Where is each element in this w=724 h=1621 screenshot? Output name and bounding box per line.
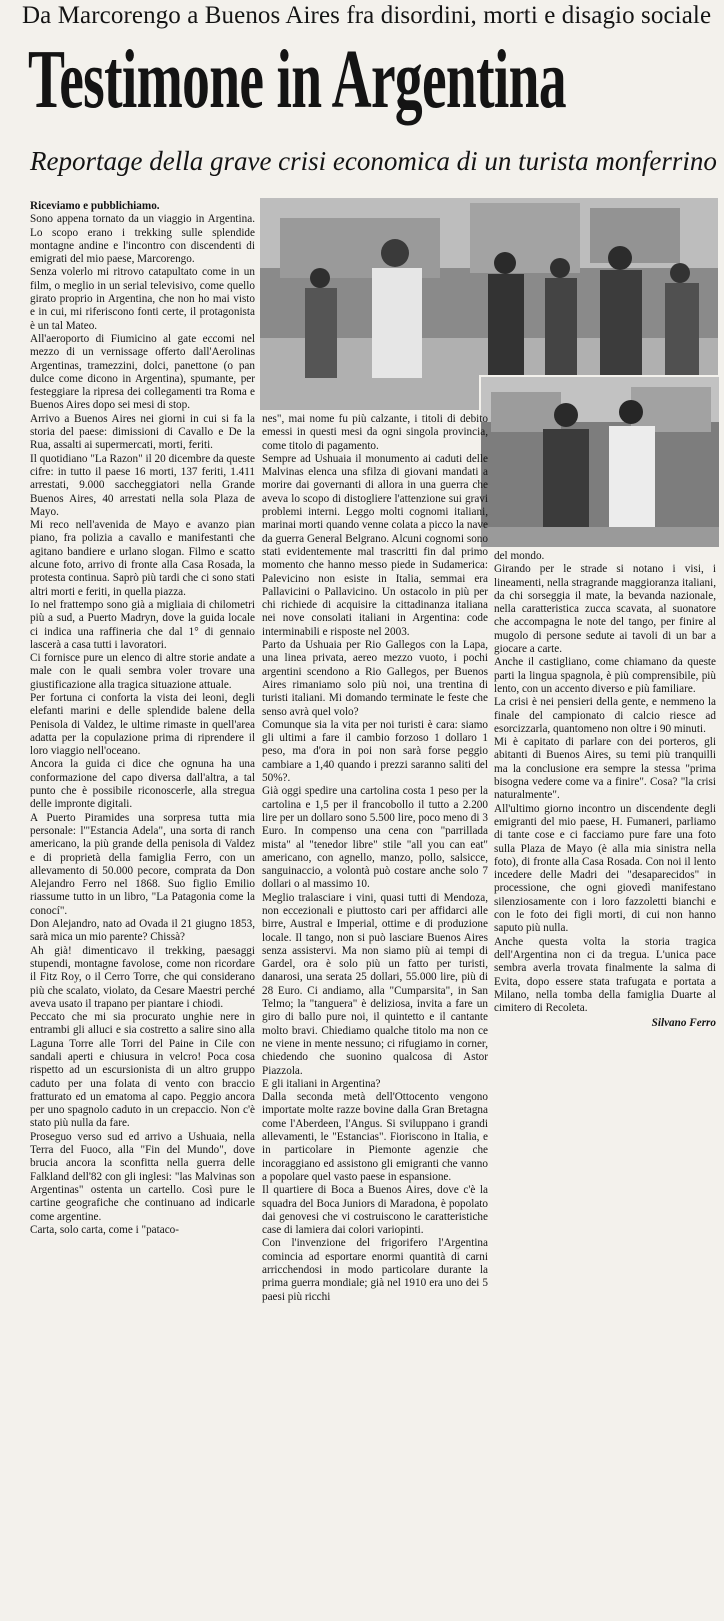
two-men-photo [479,375,721,549]
article-column-1 [30,200,255,1615]
paragraph: Per fortuna ci conforta la vista dei leoni, degli elefanti marini e delle splendide balene della Penisola di Valdez, le ultime rimaste in quell'area adatta per la copulazione prima di riprendere il loro viaggio nell'oceano. [30,691,255,758]
paragraph: Arrivo a Buenos Aires nei giorni in cui si fa la storia del paese: dimissioni di Cavallo e De la Rua, assalti ai supermercati, morti, feriti. [30,412,255,452]
paragraph: Dalla seconda metà dell'Ottocento vengono importate molte razze bovine dalla Gran Bretagna come l'Aberdeen, l'Angus. Si sviluppano i grandi allevamenti, le "Estancias". Fioriscono in Italia, e in particolare in Piemonte agenzie che incoraggiano ed assistono gli emigranti che vanno a popolare quel vasto paese in espansione. [262,1091,488,1183]
paragraph: Ah già! dimenticavo il trekking, paesaggi stupendi, montagne favolose, come non ricordare il Fitz Roy, o il Cerro Torre, che qui considerano più che scalato, violato, da Cesare Maestri perché aveva usato il trapano per piantare i chiodi. [30,944,255,1010]
paragraph: Peccato che mi sia procurato unghie nere in entrambi gli alluci e sia costretto a salire sino alla Laguna Torre alle Torri del Paine in Cile con sandali aperti e chiusura in velcro! Poca cosa rispetto ad un escursionista di un altro gruppo caduto per una folata di vento con braccio fratturato ed un ematoma al capo. Peggio ancora per uno spagnolo caduto in un crepaccio. Non c'è stato più nulla da fare. [30,1011,255,1130]
paragraph: Proseguo verso sud ed arrivo a Ushuaia, nella Terra del Fuoco, alla "Fin del Mundo", dove brucia ancora la sconfitta nella guerra delle Falkland dell'82 con gli inglesi: "las Malvinas son Argentinas" ostenta un cartello. Così pure le cartine geografiche che continuano ad indicarle come argentine. [30,1130,255,1223]
paragraph: nes", mai nome fu più calzante, i titoli di debito emessi in questi mesi da ogni singola provincia, come titolo di pagamento. [262,413,488,452]
paragraph: Sono appena tornato da un viaggio in Argentina. Lo scopo erano i trekking sulle splendide montagne andine e l'incontro con discendenti di emigrati del mio paese, Marcorengo. [30,213,255,266]
article-column-3 [494,550,716,1031]
paragraph: All'ultimo giorno incontro un discendente degli emigranti del mio paese, H. Fumaneri, parliamo di tante cose e ci facciamo pure fare una foto sulla Plaza de Mayo (è alla mia sinistra nella foto), di fronte alla Casa Rosada. Con noi il lento incedere delle Madri dei "desaparecidos" in processione, che ogni giovedì manifestano silenziosamente con i loro fazzoletti bianchi e con le foto dei figli morti, di cui non hanno saputo più nulla. [494,802,716,935]
paragraph: Anche questa volta la storia tragica dell'Argentina non ci da tregua. L'unica pace sembra averla trovata finalmente la salma di Evita, dopo essere stata trafugata e portata a Milano, nella tomba della famiglia Duarte al cimitero di Recoleta. [494,935,716,1015]
paragraph: Parto da Ushuaia per Rio Gallegos con la Lapa, una linea privata, aereo mezzo vuoto, i pochi argentini scendono a Rio Gallegos, per Buenos Aires rimaniamo solo più noi, una trentina di turisti italiani. Mi domando terminate le feste che senso avrà quel volo? [262,639,488,718]
paragraph: Con l'invenzione del frigorifero l'Argentina comincia ad esportare enormi quantità di carni arricchendosi in modo particolare durante la prima guerra mondiale; già nel 1910 era uno dei 5 paesi più ricchi [262,1237,488,1303]
paragraph: Girando per le strade si notano i visi, i lineamenti, nella stragrande maggioranza italiani, da chi sorseggia il mate, la bevanda nazionale, nella caratteristica zucca scavata, al suonatore che accompagna le note del tango, per finire al mugolo di persone sedute ai tavoli di un bar a giocare a carte. [494,563,716,656]
photo-two-men-plaza-icon [481,377,719,547]
author-signature: Silvano Ferro [651,1017,716,1030]
article-column-2 [262,413,488,1613]
article-kicker: Da Marcorengo a Buenos Aires fra disordini, morti e disagio sociale [22,2,712,29]
paragraph: Già oggi spedire una cartolina costa 1 peso per la cartolina e 1,5 per il francobollo il tutto a 2.200 lire per un dollaro sono 5.500 lire, poco meno di 3 Euro. In compenso una cena con "parrillada mista" al "tenedor libre" stile "all you can eat" americano, con agnello, manzo, pollo, salsicce, sanguinaccio, a volontà può costare anche solo 7 dollari o al massimo 10. [262,785,488,891]
paragraph: La crisi è nei pensieri della gente, e nemmeno la finale del campionato di calcio riesce ad esorcizzarla, quantomeno non oltre i 90 minuti. [494,696,716,735]
paragraph: Io nel frattempo sono già a migliaia di chilometri più a sud, a Puerto Madryn, dove la guida locale ci indica una raffineria che dal 1° di gennaio lascerà a casa tutti i lavoratori. [30,598,255,651]
paragraph: Sempre ad Ushuaia il monumento ai caduti delle Malvinas elenca una sfilza di giovani mandati a morire dai governanti di allora in una guerra che aveva lo scopo di distogliere l'attenzione sui gravi problemi interni. Leggo molti cognomi italiani, marinai morti quando venne colata a picco la nave da guerra General Belgrano. Alcuni cognomi sono stati evidentemente mal trascritti fin dal primo momento che hanno messo piede in Sudamerica: Palevicino non esiste in Italia, semmai era Pallavicini o Pallavicino. Un ostacolo in più per chi richiede di acquisire la cittadinanza italiana nei nove consolati italiani in Argentina: code interminabili e risposte nel 2003. [262,452,488,638]
paragraph: E gli italiani in Argentina? [262,1077,381,1090]
paragraph: Ancora la guida ci dice che ognuna ha una conformazione del capo diversa dall'altra, a tal punto che è possibile riconoscerle, alla stregua delle impronte digitali. [30,758,255,811]
paragraph: Il quotidiano "La Razon" il 20 dicembre da queste cifre: in tutto il paese 16 morti, 137 feriti, 1.411 arrestati, 9.000 saccheggiatori nella Grande Buenos Aires, 40 arrestati nella sola Plaza de Mayo. [30,452,255,518]
article-subhead: Reportage della grave crisi economica di un turista monferrino [30,146,717,176]
paragraph: All'aeroporto di Fiumicino al gate eccomi nel mezzo di un vernissage offerto dall'Aerolinas Argentinas, tramezzini, dolci, panettone (o pan dulce come dicono in Argentina), spumante, per festeggiare la ripresa dei collegamenti tra Roma e Buenos Aires dopo sei mesi di stop. [30,332,255,412]
paragraph: Comunque sia la vita per noi turisti è cara: siamo gli ultimi a fare il cambio forzoso 1 dollaro 1 peso, ma d'ora in poi non sarà forse peggio cambiare a 1,40 quando i prezzi saranno saliti del 50%?. [262,718,488,785]
paragraph: Il quartiere di Boca a Buenos Aires, dove c'è la squadra del Boca Juniors di Maradona, è popolato dai genovesi che vi costruiscono le caratteristiche case di lamiera dai colori variopinti. [262,1184,488,1237]
paragraph: Meglio tralasciare i vini, quasi tutti di Mendoza, non eccezionali e piuttosto cari per affidarci alle birre, Austral e Imperial, ottime e di produzione locale. Il tango, non si può lasciare Buenos Aires senza assistervi. Ma non siamo più ai tempi di Gardel, ora è solo più un fatto per turisti, danarosi, una serata 25 dollari, 55.000 lire, più di 28 Euro. Ci andiamo, alla "Cumparsita", in San Telmo; la "tanguera" è deliziosa, invita a fare un giro di ballo pure noi, il quintetto e il cantante molto bravi. Chiediamo qualche titolo ma non ce ne viene in mente nessuno; ci rifugiamo in corner, chiedendo che suonino qualcosa di Astor Piazzola. [262,891,488,1077]
paragraph: Mi reco nell'avenida de Mayo e avanzo pian piano, fra polizia a cavallo e manifestanti che agitano bandiere e urlano slogan. Filmo e scatto alcune foto, arrivo di fronte alla Casa Rosada, la protesta continua. Saprò più tardi che ci sono stati altri morti e feriti, in quella piazza. [30,519,255,598]
paragraph: del mondo. [494,550,545,562]
article-lead: Riceviamo e pubblichiamo. [30,200,160,212]
paragraph: Senza volerlo mi ritrovo catapultato come in un film, o meglio in un serial televisivo, come quello girato proprio in Argentina, che non ho mai visto e in cui, mi riferiscono fonti certe, il protagonista è un tal Mateo. [30,266,255,332]
article-headline: Testimone in Argentina [28,33,566,126]
paragraph: Don Alejandro, nato ad Ovada il 21 giugno 1853, sarà mica un mio parente? Chissà? [30,918,255,944]
paragraph: Anche il castigliano, come chiamano da queste parti la lingua spagnola, è più comprensibile, più lento, con un accento diverso e più familiare. [494,656,716,695]
paragraph: Carta, solo carta, come i "pataco- [30,1223,180,1236]
paragraph: A Puerto Piramides una sorpresa tutta mia personale: l'"Estancia Adela", una sorta di ranch americano, la più grande della penisola di Valdez e di proprietà della famiglia Ferro, con un allevamento di 50.000 pecore, comprata da Don Alejandro Ferro nel 1868. Suo figlio Emilio riassume tutto in un libro, "La Patagonia come la conocí". [30,811,255,917]
paragraph: Ci fornisce pure un elenco di altre storie andate a male con le quali sembra voler trovare una giustificazione alla tragica situazione attuale. [30,652,255,691]
paragraph: Mi è capitato di parlare con dei porteros, gli abitanti di Buenos Aires, su temi più tranquilli ma la conclusione era sempre la stessa "prima bisogna vedere come va a finire". Cosa? "la crisi naturalmente". [494,736,716,802]
